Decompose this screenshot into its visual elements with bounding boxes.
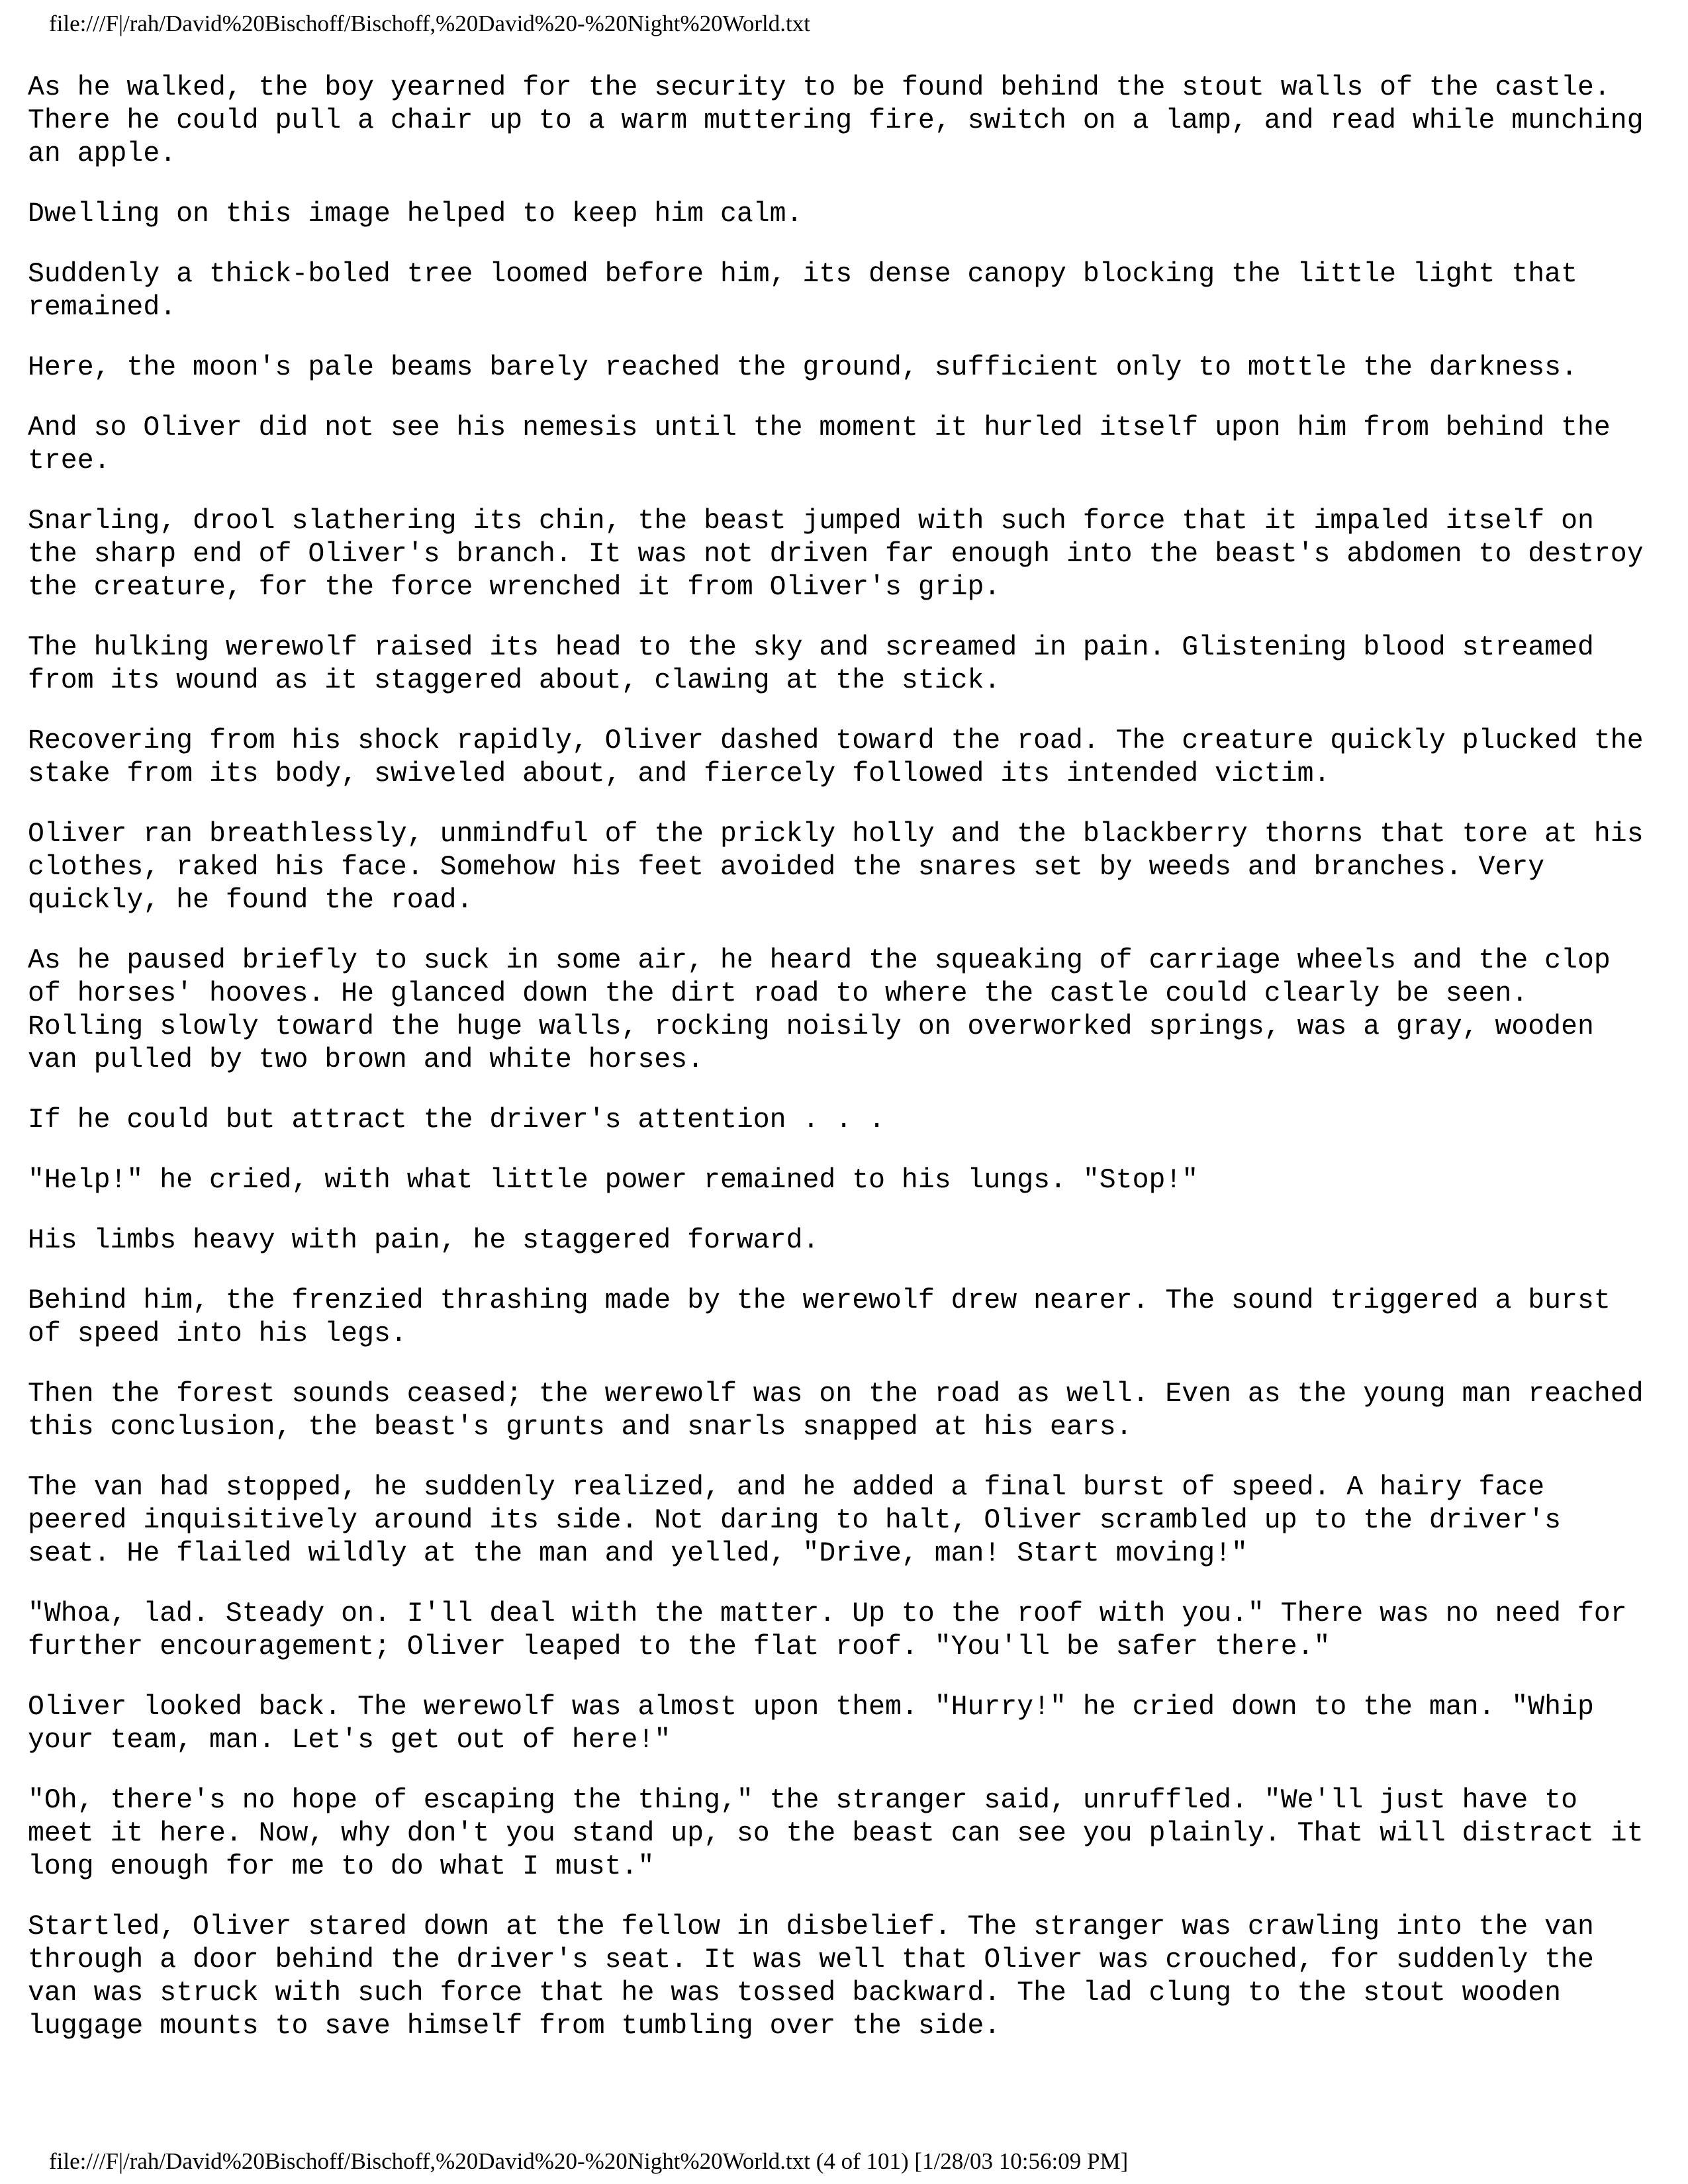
paragraph: Here, the moon's pale beams barely reached the ground, sufficient only to mottle the darkness. [28,352,1577,383]
paragraph: Then the forest sounds ceased; the werewolf was on the road as well. Even as the young man reached this conclusion, the beast's grunts and snarls snapped at his ears. [28,1379,1644,1443]
paragraph: If he could but attract the driver's attention . . . [28,1105,886,1136]
paragraph: Oliver looked back. The werewolf was almost upon them. "Hurry!" he cried down to the man. "Whip your team, man. Let's get out of here!" [28,1692,1594,1756]
paragraph: Suddenly a thick-boled tree loomed before him, its dense canopy blocking the little light that remained. [28,259,1577,323]
paragraph: And so Oliver did not see his nemesis until the moment it hurled itself upon him from behind the tree. [28,412,1611,477]
page-header-url: file:///F|/rah/David%20Bischoff/Bischoff,%20David%20-%20Night%20World.txt [49,11,810,36]
paragraph: Startled, Oliver stared down at the fellow in disbelief. The stranger was crawling into the van through a door behind the driver's seat. It was well that Oliver was crouched, for suddenly the van was struck with such force that he was tossed backward. The lad clung to the stout wooden luggage mounts to save himself from tumbling over the side. [28,1911,1594,2042]
paragraph: Recovering from his shock rapidly, Oliver dashed toward the road. The creature quickly plucked the stake from its body, swiveled about, and fiercely followed its intended victim. [28,725,1644,790]
paragraph: "Oh, there's no hope of escaping the thing," the stranger said, unruffled. "We'll just have to meet it here. Now, why don't you stand up, so the beast can see you plainly. That will distract it long enough for me to do what I must." [28,1785,1644,1882]
paragraph: As he paused briefly to suck in some air, he heard the squeaking of carriage wheels and the clop of horses' hooves. He glanced down the dirt road to where the castle could clearly be seen. Rolling slowly toward the huge walls, rocking noisily on overworked springs, was a gray, wooden van pulled by two brown and white horses. [28,945,1611,1075]
paragraph: "Whoa, lad. Steady on. I'll deal with the matter. Up to the roof with you." There was no need for further encouragement; Oliver leaped to the flat roof. "You'll be safer there." [28,1598,1627,1662]
paragraph: "Help!" he cried, with what little power remained to his lungs. "Stop!" [28,1165,1199,1196]
paragraph: As he walked, the boy yearned for the security to be found behind the stout walls of the castle. There he could pull a chair up to a warm muttering fire, switch on a lamp, and read while munching an apple. [28,72,1644,169]
page-footer: file:///F|/rah/David%20Bischoff/Bischoff,%20David%20-%20Night%20World.txt (4 of 101) [1/28/03 10:56:09 PM] [49,2148,1129,2174]
paragraph: The hulking werewolf raised its head to the sky and screamed in pain. Glistening blood streamed from its wound as it staggered about, clawing at the stick. [28,632,1594,696]
paragraph: Oliver ran breathlessly, unmindful of the prickly holly and the blackberry thorns that tore at his clothes, raked his face. Somehow his feet avoided the snares set by weeds and branches. Very quickly, he found the road. [28,819,1644,916]
paragraph: The van had stopped, he suddenly realized, and he added a final burst of speed. A hairy face peered inquisitively around its side. Not daring to halt, Oliver scrambled up to the driver's seat. He flailed wildly at the man and yelled, "Drive, man! Start moving!" [28,1472,1562,1569]
paragraph: His limbs heavy with pain, he staggered forward. [28,1225,820,1256]
document-body [28,71,1669,2070]
paragraph: Dwelling on this image helped to keep him calm. [28,199,803,230]
paragraph: Snarling, drool slathering its chin, the beast jumped with such force that it impaled itself on the sharp end of Oliver's branch. It was not driven far enough into the beast's abdomen to destroy the creature, for the force wrenched it from Oliver's grip. [28,506,1644,603]
paragraph: Behind him, the frenzied thrashing made by the werewolf drew nearer. The sound triggered a burst of speed into his legs. [28,1285,1611,1349]
